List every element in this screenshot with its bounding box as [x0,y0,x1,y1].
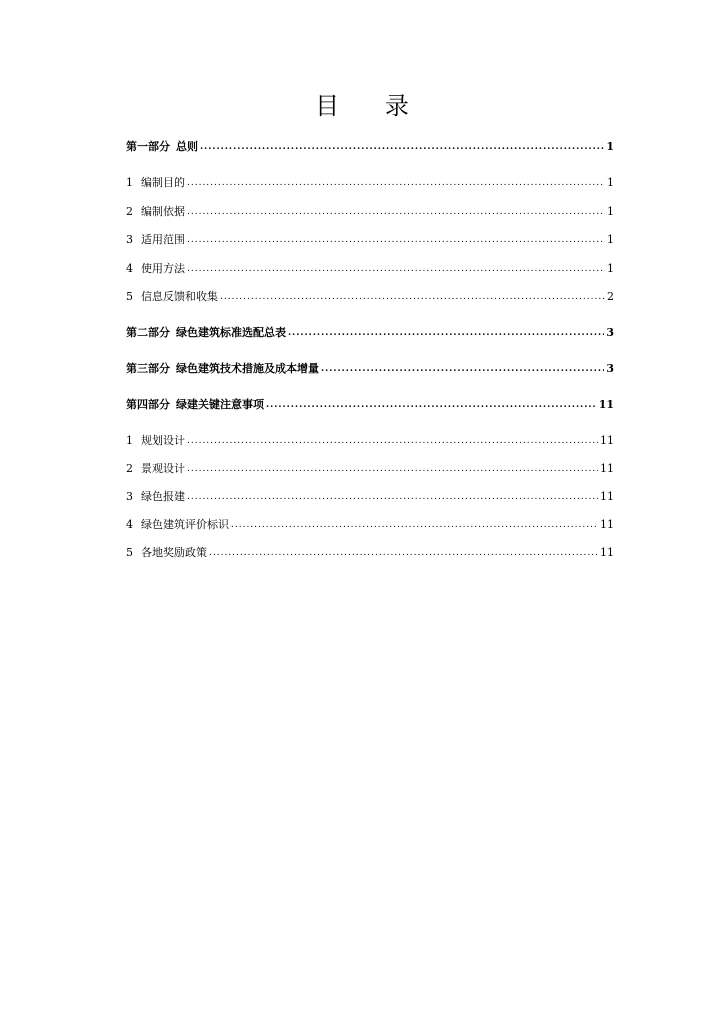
toc-entry-part-4[interactable] [126,396,614,414]
toc-entry-number: 4 [126,262,133,275]
toc-entry-page: 11 [600,434,614,447]
toc-entry-page: 11 [600,518,614,531]
toc-entry-page: 1 [607,176,614,189]
toc-entry-page: 11 [600,546,614,559]
toc-leader-dots [209,544,598,562]
toc-leader-dots [288,324,604,342]
toc-entry-4-4[interactable] [126,516,614,534]
toc-entry-label: 绿色建筑评价标识 [141,518,229,531]
toc-entry-number: 3 [126,233,133,246]
toc-leader-dots [187,203,605,221]
toc-title: 目 录 [315,92,409,120]
toc-entry-label: 规划设计 [141,434,185,447]
toc-entry-4-2[interactable] [126,460,614,478]
toc-leader-dots [187,231,605,249]
toc-entry-number: 1 [126,434,133,447]
toc-leader-dots [187,432,598,450]
toc-leader-dots [200,138,604,156]
toc-entry-page: 1 [607,205,614,218]
toc-entry-label: 编制目的 [141,176,185,189]
toc-leader-dots [266,396,597,414]
toc-entry-number: 第三部分 [126,362,170,375]
toc-entry-page: 3 [606,362,614,375]
toc-entry-number: 5 [126,546,133,559]
toc-leader-dots [220,288,605,306]
toc-leader-dots [321,360,604,378]
toc-entry-4-5[interactable] [126,544,614,562]
toc-entry-part-2[interactable] [126,324,614,342]
toc-leader-dots [187,174,605,192]
toc-leader-dots [187,488,598,506]
toc-entry-1-3[interactable] [126,231,614,249]
toc-entry-number: 1 [126,176,133,189]
toc-entry-4-3[interactable] [126,488,614,506]
toc-entry-label: 各地奖励政策 [141,546,207,559]
toc-entry-label: 适用范围 [141,233,185,246]
toc-entry-label: 绿建关键注意事项 [176,398,264,411]
toc-entry-number: 第一部分 [126,140,170,153]
toc-entry-number: 4 [126,518,133,531]
toc-entry-label: 绿色报建 [141,490,185,503]
toc-entry-page: 3 [606,326,614,339]
toc-entry-page: 1 [606,140,614,153]
toc-entry-number: 2 [126,205,133,218]
toc-entry-label: 信息反馈和收集 [141,290,218,303]
toc-entry-page: 1 [607,233,614,246]
toc-leader-dots [187,260,605,278]
toc-leader-dots [187,460,598,478]
toc-entry-label: 景观设计 [141,462,185,475]
toc-entry-number: 3 [126,490,133,503]
toc-entry-page: 11 [600,462,614,475]
toc-entry-1-1[interactable] [126,174,614,192]
toc-entry-1-2[interactable] [126,203,614,221]
toc-entry-number: 5 [126,290,133,303]
toc-entry-label: 使用方法 [141,262,185,275]
toc-entry-number: 第二部分 [126,326,170,339]
toc-entry-label: 总则 [176,140,198,153]
toc-entry-number: 2 [126,462,133,475]
toc-entry-label: 绿色建筑技术措施及成本增量 [176,362,319,375]
toc-leader-dots [231,516,598,534]
toc-entry-part-3[interactable] [126,360,614,378]
toc-entry-label: 编制依据 [141,205,185,218]
toc-entry-page: 11 [598,398,614,411]
toc-entry-label: 绿色建筑标准选配总表 [176,326,286,339]
toc-entry-1-5[interactable] [126,288,614,306]
toc-entry-number: 第四部分 [126,398,170,411]
toc-entry-part-1[interactable] [126,138,614,156]
toc-entry-page: 11 [600,490,614,503]
toc-entry-4-1[interactable] [126,432,614,450]
toc-entry-page: 1 [607,262,614,275]
toc-entry-1-4[interactable] [126,260,614,278]
toc-entry-page: 2 [607,290,614,303]
